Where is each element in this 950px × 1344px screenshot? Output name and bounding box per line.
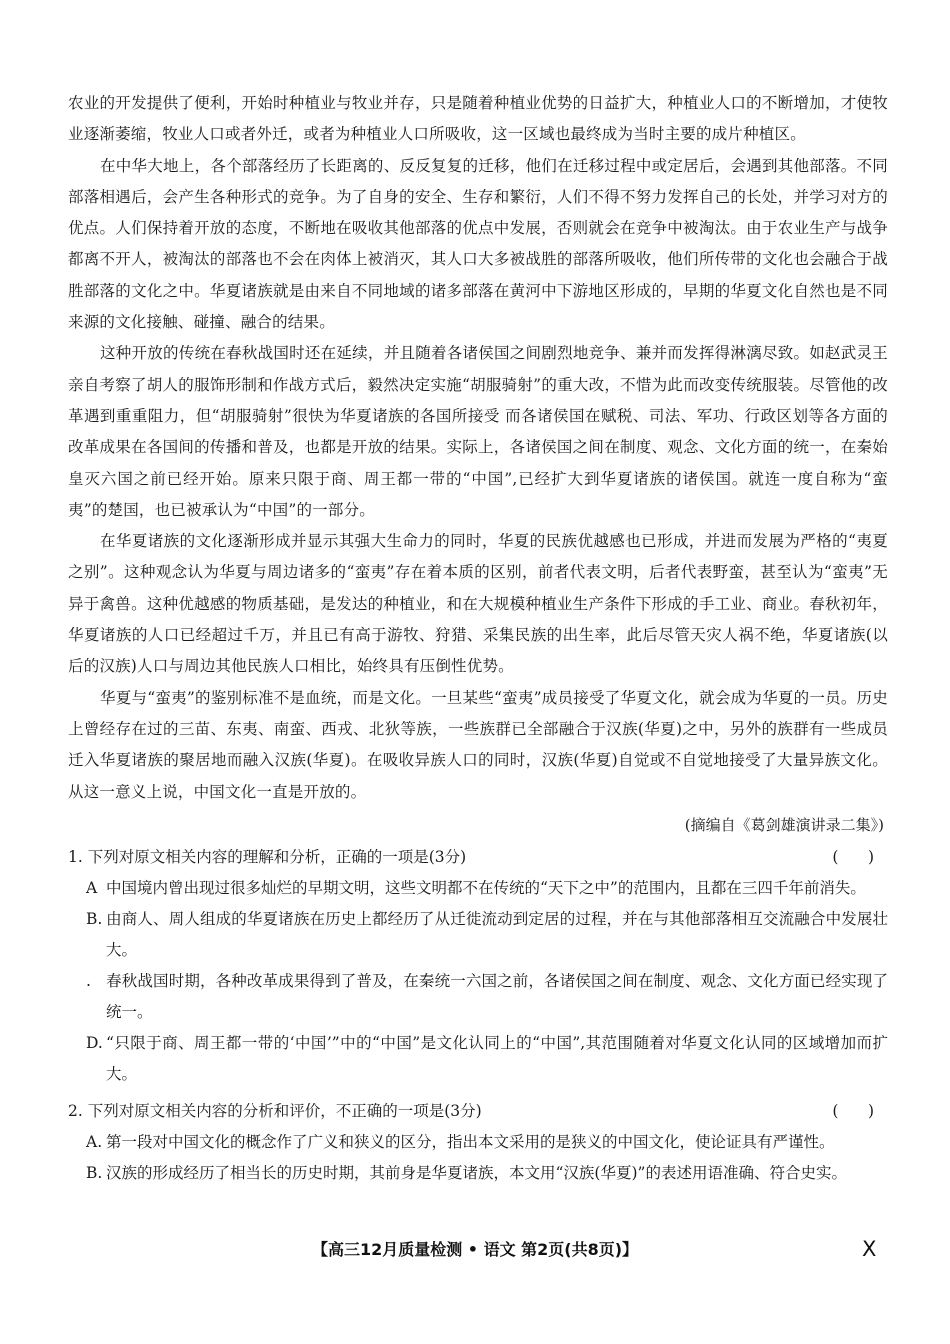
passage-paragraph-1: 农业的开发提供了便利，开始时种植业与牧业并存，只是随着种植业优势的日益扩大，种植业人口的不断增加，才使牧业逐渐萎缩，牧业人口或者外迁，或者为种植业人口所吸收，这一区域也最终成为当时主要的成片种植区。 xyxy=(68,94,888,144)
option-text: 由商人、周人组成的华夏诸族在历史上都经历了从迁徙流动到定居的过程，并在与其他部落相互交流融合中发展壮大。 xyxy=(106,909,888,959)
question-2-option-a xyxy=(68,1127,888,1158)
option-label: . xyxy=(86,971,91,990)
option-text: 中国境内曾出现过很多灿烂的早期文明，这些文明都不在传统的“天下之中”的范围内，且都在三四千年前消失。 xyxy=(106,878,866,897)
question-2-option-b xyxy=(68,1158,888,1189)
question-2-stem: 2. 下列对原文相关内容的分析和评价，不正确的一项是(3分) xyxy=(68,1101,482,1120)
question-1-option-a xyxy=(68,873,888,904)
passage-paragraph-3: 这种开放的传统在春秋战国时还在延续，并且随着各诸侯国之间剧烈地竞争、兼并而发挥得淋漓尽致。如赵武灵王亲自考察了胡人的服饰形制和作战方式后，毅然决定实施“胡服骑射”的重大改，不惜为此而改变传统服装。尽管他的改革遇到重重阻力，但“胡服骑射”很快为华夏诸族的各国所接受 而各诸侯国在赋税、司法、军功、行政区划等各方面的改革成果在各国间的传播和普及，也都是开放的结果。实际上，各诸侯国之间在制度、观念、文化方面的统一，在秦始皇灭六国之前已经开始。原来只限于商、周王都一带的“中国”,已经扩大到华夏诸族的诸侯国。就连一度自称为“蛮夷”的楚国，也已被承认为“中国”的一部分。 xyxy=(68,344,888,519)
option-text: “只限于商、周王都一带的‘中国’”中的“中国”是文化认同上的“中国”,其范围随着对华夏文化认同的区域增加而扩大。 xyxy=(106,1033,888,1083)
question-1-option-b xyxy=(68,904,888,966)
question-1-option-c xyxy=(68,966,888,1028)
question-1 xyxy=(68,842,888,873)
option-text: 第一段对中国文化的概念作了广义和狭义的区分，指出本文采用的是狭义的中国文化，使论证具有严谨性。 xyxy=(106,1132,835,1151)
option-label: B. xyxy=(86,909,103,928)
close-icon[interactable]: X xyxy=(862,1237,877,1261)
question-1-stem: 1. 下列对原文相关内容的理解和分析，正确的一项是(3分) xyxy=(68,847,467,866)
question-1-answer-blank: ( ) xyxy=(832,847,874,866)
option-text: 汉族的形成经历了相当长的历史时期，其前身是华夏诸族，本文用“汉族(华夏)”的表述用语准确、符合史实。 xyxy=(106,1163,847,1182)
passage-paragraph-5: 华夏与“蛮夷”的鉴别标准不是血统，而是文化。一旦某些“蛮夷”成员接受了华夏文化，就会成为华夏的一员。历史上曾经存在过的三苗、东夷、南蛮、西戎、北狄等族，一些族群已全部融合于汉族(华夏)之中，另外的族群有一些成员迁入华夏诸族的聚居地而融入汉族(华夏)。在吸收异族人口的同时，汉族(华夏)自觉或不自觉地接受了大量异族文化。从这一意义上说，中国文化一直是开放的。 xyxy=(68,688,888,801)
option-label: A xyxy=(86,878,98,897)
option-text: 春秋战国时期，各种改革成果得到了普及，在秦统一六国之前，各诸侯国之间在制度、观念、文化方面已经实现了统一。 xyxy=(106,971,888,1021)
page-footer: 【高三12月质量检测 • 语文 第2页(共8页)】 xyxy=(311,1240,639,1259)
question-2 xyxy=(68,1096,888,1127)
question-1-option-d xyxy=(68,1028,888,1090)
option-label: D. xyxy=(86,1033,103,1052)
option-label: A. xyxy=(86,1132,103,1151)
passage-source: (摘编自《葛剑雄演讲录二集》) xyxy=(684,815,884,834)
option-label: B. xyxy=(86,1163,103,1182)
exam-page xyxy=(68,88,888,1189)
passage-paragraph-4: 在华夏诸族的文化逐渐形成并显示其强大生命力的同时，华夏的民族优越感也已形成，并进而发展为严格的“夷夏之别”。这种观念认为华夏与周边诸多的“蛮夷”存在着本质的区别，前者代表文明，后者代表野蛮，甚至认为“蛮夷”无异于禽兽。这种优越感的物质基础，是发达的种植业，和在大规模种植业生产条件下形成的手工业、商业。春秋初年，华夏诸族的人口已经超过千万，并且已有高于游牧、狩猎、采集民族的出生率，此后尽管天灾人祸不绝，华夏诸族(以后的汉族)人口与周边其他民族人口相比，始终具有压倒性优势。 xyxy=(68,532,888,676)
question-2-answer-blank: ( ) xyxy=(832,1101,874,1120)
passage-paragraph-2: 在中华大地上，各个部落经历了长距离的、反反复复的迁移，他们在迁移过程中或定居后，会遇到其他部落。不同部落相遇后，会产生各种形式的竞争。为了自身的安全、生存和繁衍，人们不得不努力发挥自己的长处，并学习对方的优点。人们保持着开放的态度，不断地在吸收其他部落的优点中发展，否则就会在竞争中被淘汰。由于农业生产与战争都离不开人，被淘汰的部落也不会在肉体上被消灭，其人口大多被战胜的部落所吸收，他们所传带的文化也会融合于战胜部落的文化之中。华夏诸族就是由来自不同地域的诸多部落在黄河中下游地区形成的，早期的华夏文化自然也是不同来源的文化接触、碰撞、融合的结果。 xyxy=(68,156,888,332)
